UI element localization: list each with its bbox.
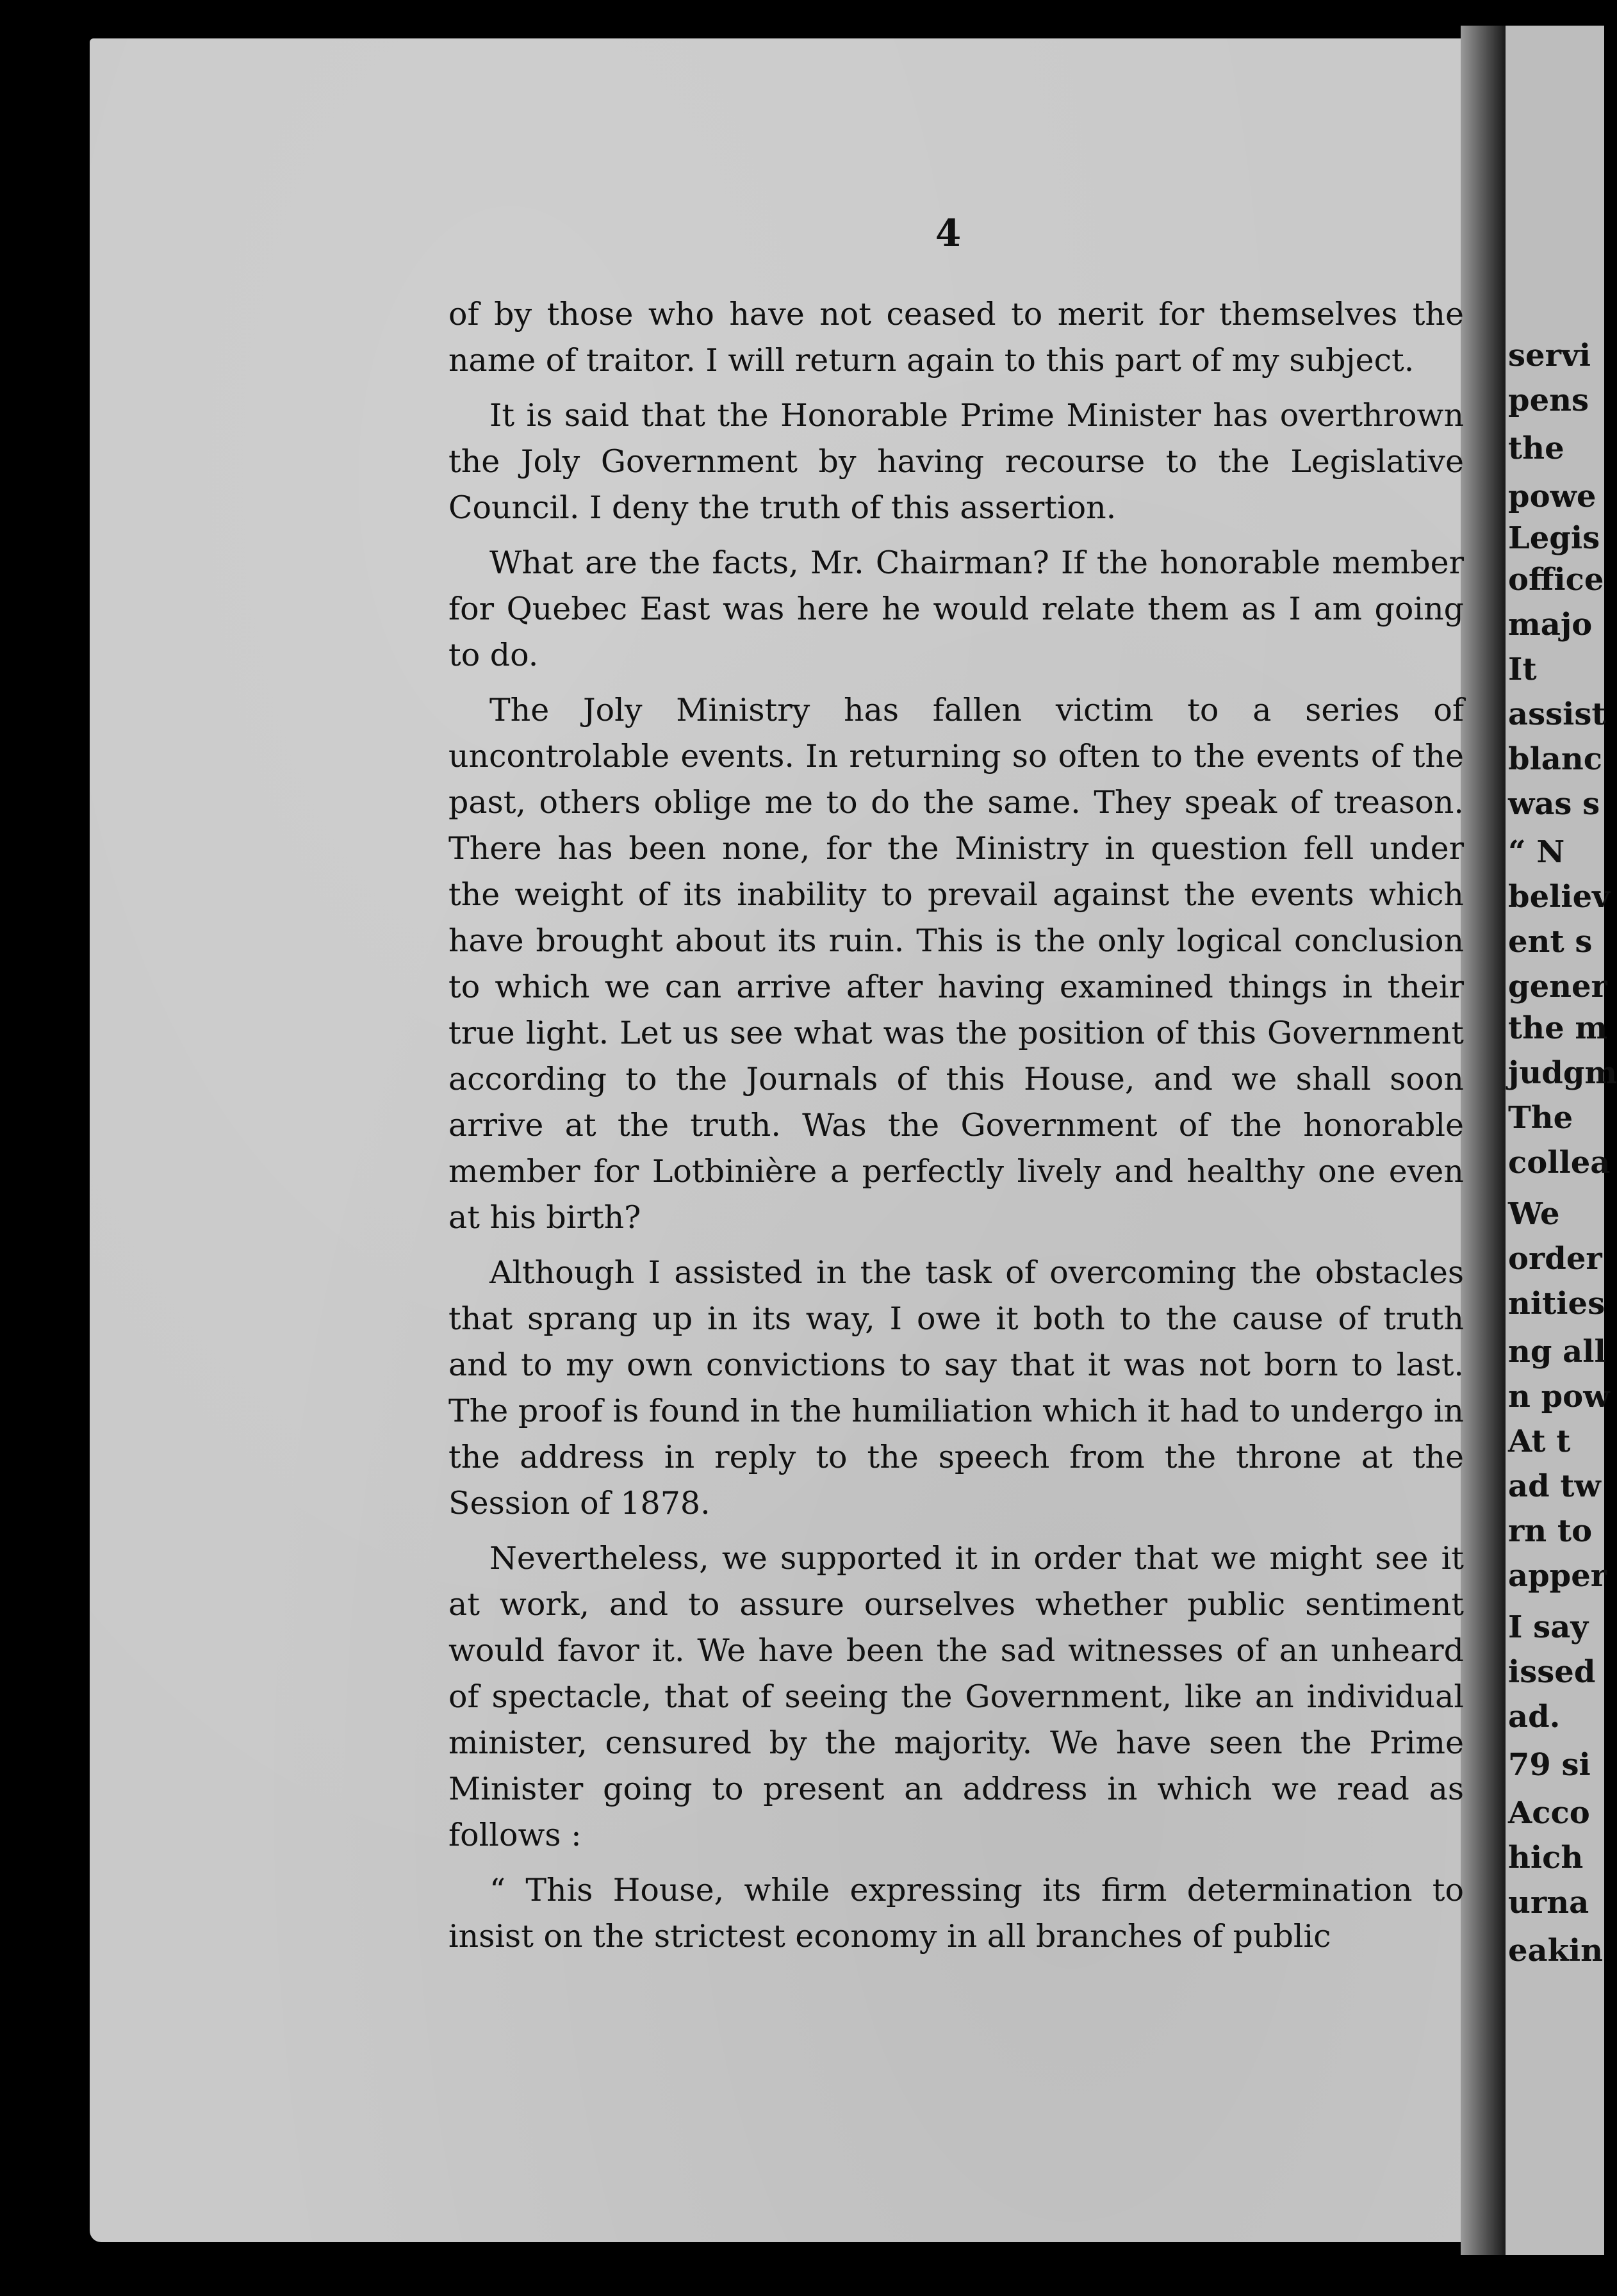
facing-page-fragment: the xyxy=(1508,430,1564,466)
facing-page-fragment: judgm xyxy=(1508,1055,1617,1091)
facing-page-fragment: Acco xyxy=(1508,1795,1590,1831)
facing-page-fragment: 79 si xyxy=(1508,1747,1591,1783)
facing-page-fragment: was s xyxy=(1508,786,1600,822)
facing-page-fragment: The xyxy=(1508,1100,1573,1136)
facing-page-fragment: ad. xyxy=(1508,1699,1561,1735)
facing-page-fragment: order xyxy=(1508,1241,1602,1277)
facing-page-fragment: the m xyxy=(1508,1010,1608,1046)
facing-page-fragment: ad tw xyxy=(1508,1468,1601,1504)
paragraph: Although I assisted in the task of overcoming the obstacles that sprang up in its way, I owe it both to the cause of truth and to my own convictions to say that it was not born to last. The proof is found in the humiliation which it had to undergo in the address in reply to the speech from the throne at the Session of 1878. xyxy=(448,1254,1464,1521)
facing-page-fragment: believ xyxy=(1508,879,1610,915)
facing-page-fragment: assist xyxy=(1508,696,1606,732)
facing-page-fragment: office xyxy=(1508,562,1604,598)
paragraph: What are the facts, Mr. Chairman? If the honorable member for Quebec East was here he would relate them as I am going to do. xyxy=(448,545,1464,673)
facing-page-fragment: servi xyxy=(1508,338,1591,373)
facing-page-fragment: gener xyxy=(1508,969,1607,1004)
facing-page-fragment: blanc xyxy=(1508,741,1603,777)
facing-page-fragment: n pow xyxy=(1508,1379,1610,1414)
facing-page-fragment: We xyxy=(1508,1196,1560,1232)
quotation: “ This House, while expressing its firm determination to insist on the strictest economy in all branches of public xyxy=(448,1872,1464,1955)
facing-page-fragment: majo xyxy=(1508,607,1593,643)
page-gutter xyxy=(1461,26,1506,2255)
paragraph: It is said that the Honorable Prime Minister has overthrown the Joly Government by having recourse to the Legislative Council. I deny the truth of this assertion. xyxy=(448,397,1464,526)
paragraph: of by those who have not ceased to merit for themselves the name of traitor. I will return again to this part of my subject. xyxy=(448,296,1464,379)
facing-page-fragment: urna xyxy=(1508,1885,1589,1921)
facing-page-fragment: pens xyxy=(1508,382,1589,418)
facing-page-fragment: ng all xyxy=(1508,1334,1606,1370)
facing-page-fragment: I say xyxy=(1508,1609,1589,1645)
paragraph: Nevertheless, we supported it in order that we might see it at work, and to assure ourselves whether public sentiment would favor it. We have been the sad witnesses of an unheard of spectacle, that of seeing the Government, like an individual minister, censured by the majority. We have seen the Prime Minister going to present an address in which we read as follows : xyxy=(448,1540,1464,1853)
paragraph: The Joly Ministry has fallen victim to a series of uncontrolable events. In returning so often to the events of the past, others oblige me to do the same. They speak of treason. There has been none, for the Ministry in question fell under the weight of its inability to prevail against the events which have brought about its ruin. This is the only logical conclusion to which we can arrive after having examined things in their true light. Let us see what was the position of this Government according to the Journals of this House, and we shall soon arrive at the truth. Was the Government of the honorable member for Lotbinière a perfectly lively and healthy one even at his birth? xyxy=(448,692,1464,1236)
facing-page-fragment: nities xyxy=(1508,1286,1605,1322)
facing-page-fragment: issed xyxy=(1508,1654,1596,1690)
facing-page-fragment: “ N xyxy=(1508,834,1565,870)
facing-page-fragment: rn to xyxy=(1508,1513,1593,1549)
facing-page-fragment: apper xyxy=(1508,1558,1607,1594)
body-text xyxy=(448,291,1464,1969)
facing-page-fragment: eakin xyxy=(1508,1933,1604,1969)
facing-page xyxy=(1506,26,1617,2255)
facing-page-fragment: collea xyxy=(1508,1145,1611,1181)
facing-page-fragment: Legis xyxy=(1508,520,1600,556)
facing-page-fragment: It xyxy=(1508,652,1537,687)
facing-page-fragment: powe xyxy=(1508,479,1596,514)
page-number: 4 xyxy=(935,211,962,255)
facing-page-fragment: ent s xyxy=(1508,924,1593,960)
facing-page-fragment: hich xyxy=(1508,1840,1584,1876)
facing-page-fragment: At t xyxy=(1508,1423,1571,1459)
